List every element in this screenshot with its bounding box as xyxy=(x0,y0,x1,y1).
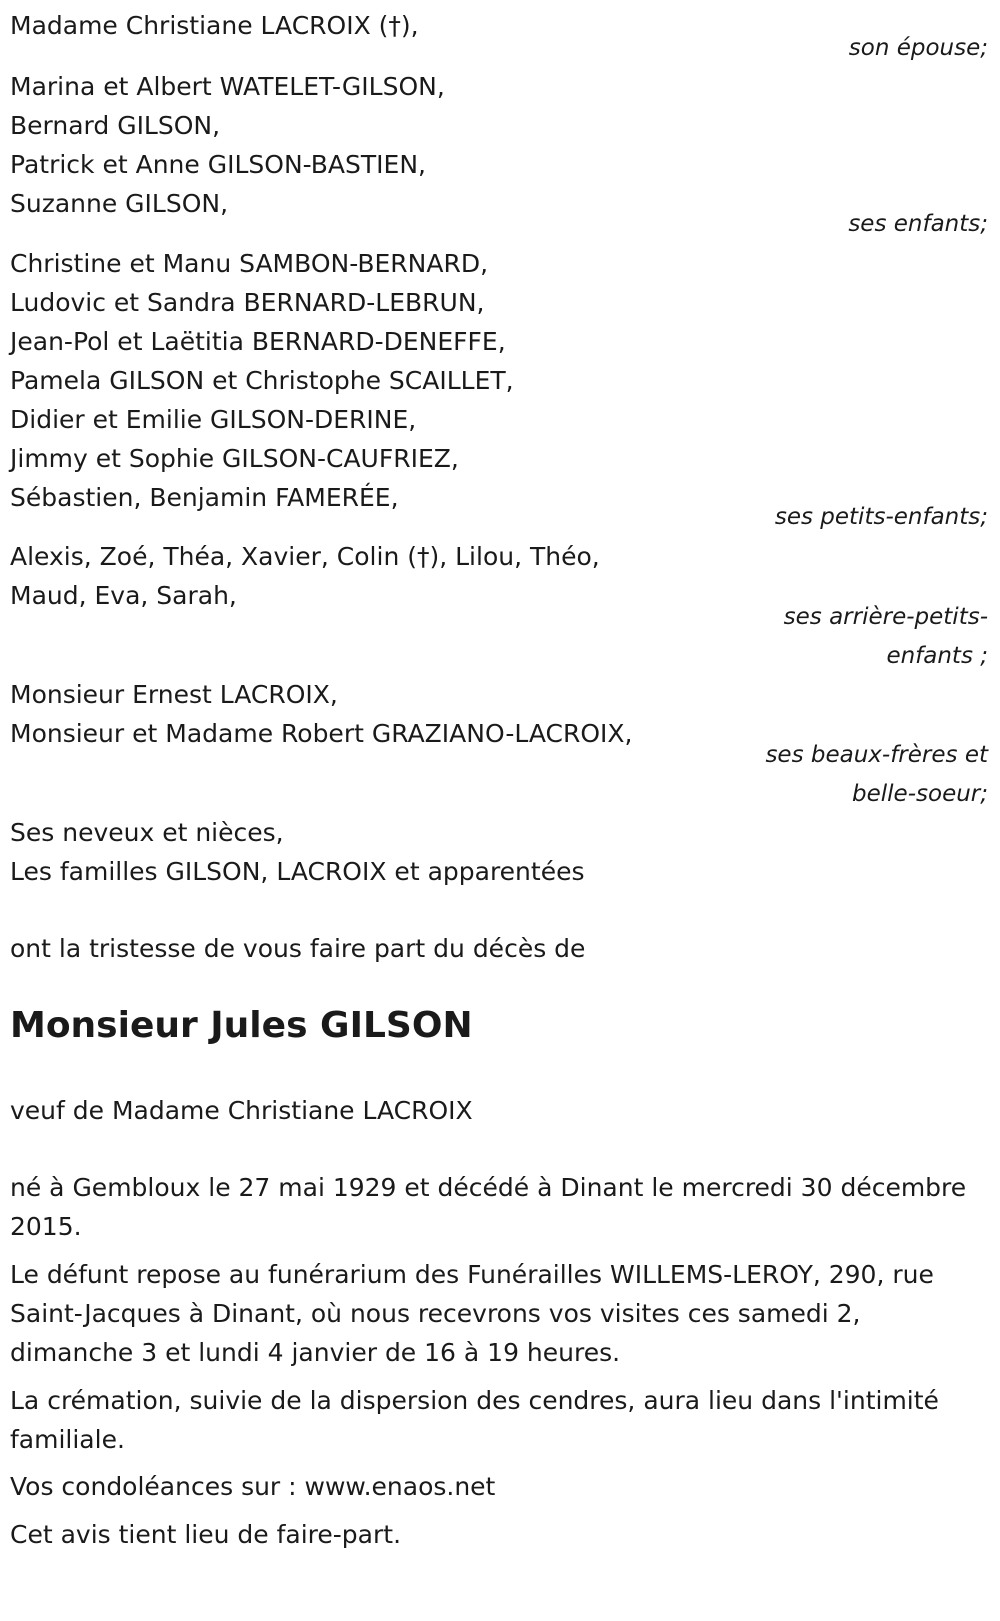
family-line: Sébastien, Benjamin FAMERÉE, xyxy=(10,483,399,512)
relation-label-in-laws: ses beaux-frères et belle-soeur; xyxy=(765,742,988,807)
funeral-home-paragraph: Le défunt repose au funérarium des Funérailles WILLEMS-LEROY, 290, rue Saint-Jacques à Dinant, où nous recevrons vos visites ces samedi 2, dimanche 3 et lundi 4 janvier de 16 à 19 heures. xyxy=(10,1260,934,1367)
family-line: Christine et Manu SAMBON-BERNARD, xyxy=(10,249,489,278)
cremation-paragraph: La crémation, suivie de la dispersion des cendres, aura lieu dans l'intimité familiale. xyxy=(10,1386,939,1454)
family-group-children xyxy=(10,67,1000,223)
family-line: Bernard GILSON, xyxy=(10,111,221,140)
family-line: Patrick et Anne GILSON-BASTIEN, xyxy=(10,150,426,179)
family-line: Maud, Eva, Sarah, xyxy=(10,581,237,610)
relation-label-grandchildren: ses petits-enfants; xyxy=(774,504,988,530)
family-line: Didier et Emilie GILSON-DERINE, xyxy=(10,405,417,434)
deceased-name: Monsieur Jules GILSON xyxy=(10,1005,473,1046)
family-line: Ludovic et Sandra BERNARD-LEBRUN, xyxy=(10,288,485,317)
condolences-paragraph: Vos condoléances sur : www.enaos.net xyxy=(10,1472,496,1501)
family-line: Alexis, Zoé, Théa, Xavier, Colin (†), Lilou, Théo, xyxy=(10,542,600,571)
family-line: Marina et Albert WATELET-GILSON, xyxy=(10,72,445,101)
family-line: Madame Christiane LACROIX (†), xyxy=(10,11,419,40)
announcement-text: ont la tristesse de vous faire part du décès de xyxy=(10,934,586,963)
family-line: Jean-Pol et Laëtitia BERNARD-DENEFFE, xyxy=(10,327,506,356)
birth-death-paragraph: né à Gembloux le 27 mai 1929 et décédé à Dinant le mercredi 30 décembre 2015. xyxy=(10,1173,967,1241)
family-group-others xyxy=(10,813,1000,891)
family-line: Les familles GILSON, LACROIX et apparentées xyxy=(10,857,585,886)
family-line: Ses neveux et nièces, xyxy=(10,818,284,847)
notice-paragraph: Cet avis tient lieu de faire-part. xyxy=(10,1520,402,1549)
relation-label-great-grandchildren: ses arrière-petits- enfants ; xyxy=(783,604,988,669)
family-line: Monsieur et Madame Robert GRAZIANO-LACROIX, xyxy=(10,719,633,748)
relation-label-spouse: son épouse; xyxy=(848,35,988,61)
family-line: Monsieur Ernest LACROIX, xyxy=(10,680,338,709)
widower-line: veuf de Madame Christiane LACROIX xyxy=(10,1096,473,1125)
family-group-grandchildren xyxy=(10,244,1000,517)
relation-label-children: ses enfants; xyxy=(848,211,988,237)
family-line: Jimmy et Sophie GILSON-CAUFRIEZ, xyxy=(10,444,459,473)
family-line: Suzanne GILSON, xyxy=(10,189,229,218)
family-line: Pamela GILSON et Christophe SCAILLET, xyxy=(10,366,514,395)
